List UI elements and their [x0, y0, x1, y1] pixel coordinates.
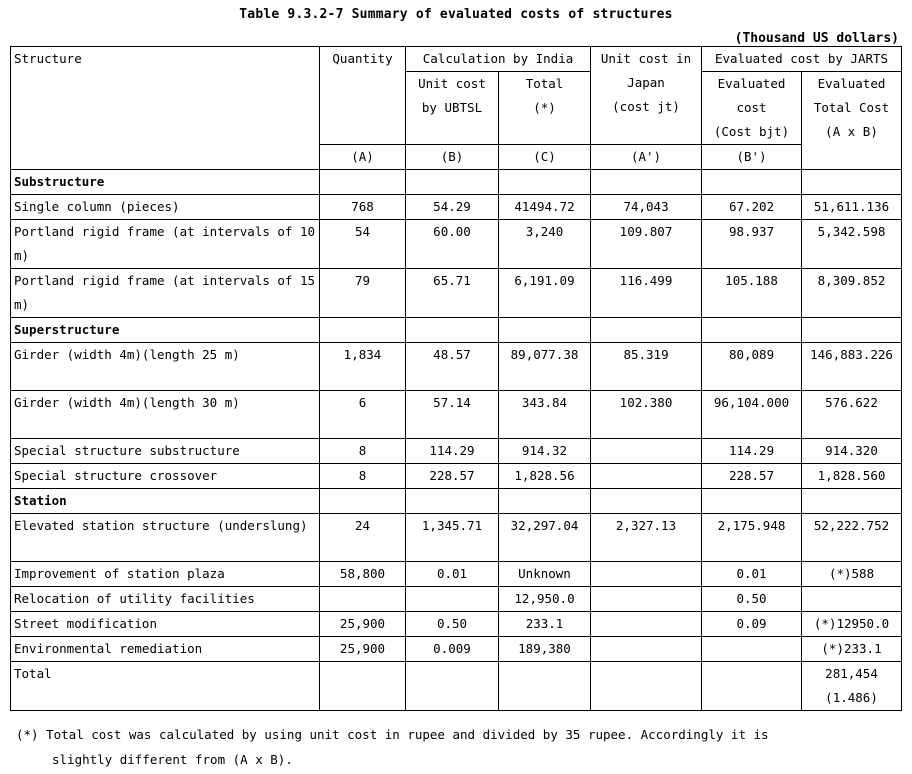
cell-unit-cost-ubtsl: 48.57: [406, 343, 499, 391]
cell-structure: Portland rigid frame (at intervals of 15 m): [11, 269, 320, 318]
cell-unit-cost-ubtsl: [406, 587, 499, 612]
cell-eval-total: 5,342.598: [802, 220, 902, 269]
cell-total: 233.1: [499, 612, 591, 637]
section-station: Station: [11, 489, 320, 514]
header-structure: Structure: [11, 47, 320, 170]
table-row: [11, 464, 902, 489]
cell-unit-cost-ubtsl: 0.01: [406, 562, 499, 587]
cell-eval-total: 914.320: [802, 439, 902, 464]
table-row: [11, 612, 902, 637]
cell-quantity: 25,900: [320, 637, 406, 662]
cell-eval-total: (*)12950.0: [802, 612, 902, 637]
footnote: [16, 722, 886, 772]
cell-total: 343.84: [499, 391, 591, 439]
cell-unit-cost-japan: 2,327.13: [591, 514, 702, 562]
cell-structure: Total: [11, 662, 320, 711]
cell-quantity: 58,800: [320, 562, 406, 587]
cell-structure: Special structure crossover: [11, 464, 320, 489]
unit-label: (Thousand US dollars): [734, 31, 899, 46]
table-row: [11, 343, 902, 391]
cell-unit-cost-japan: 109.807: [591, 220, 702, 269]
header-eval-cost-code: (B'): [702, 145, 802, 170]
header-eval-jarts: Evaluated cost by JARTS: [702, 47, 902, 72]
cell-eval-cost: 0.09: [702, 612, 802, 637]
table-row: [11, 562, 902, 587]
footnote-line-2: slightly different from (A x B).: [52, 752, 293, 767]
cell-total: 3,240: [499, 220, 591, 269]
cell-unit-cost-ubtsl: 228.57: [406, 464, 499, 489]
table-row: [11, 269, 902, 318]
cell-unit-cost-ubtsl: 0.009: [406, 637, 499, 662]
header-japan-code: (A'): [591, 145, 702, 170]
cell-total: 914.32: [499, 439, 591, 464]
cell-structure: Girder (width 4m)(length 25 m): [11, 343, 320, 391]
cell-quantity: [320, 587, 406, 612]
cell-total: 1,828.56: [499, 464, 591, 489]
cell-quantity: 1,834: [320, 343, 406, 391]
cell-quantity: 768: [320, 195, 406, 220]
cell-unit-cost-japan: [591, 562, 702, 587]
header-unit-cost-ubtsl: Unit cost by UBTSL: [406, 72, 499, 145]
cell-total: 12,950.0: [499, 587, 591, 612]
cell-eval-cost: 0.50: [702, 587, 802, 612]
cell-eval-cost: 96,104.000: [702, 391, 802, 439]
cell-quantity: 79: [320, 269, 406, 318]
cell-eval-total: 51,611.136: [802, 195, 902, 220]
header-calc-india: Calculation by India: [406, 47, 591, 72]
cell-unit-cost-japan: [591, 662, 702, 711]
cell-eval-total: 281,454 (1.486): [802, 662, 902, 711]
cell-unit-cost-ubtsl: 0.50: [406, 612, 499, 637]
cell-structure: Street modification: [11, 612, 320, 637]
table-row: [11, 195, 902, 220]
cell-quantity: 6: [320, 391, 406, 439]
total-row: [11, 662, 902, 711]
section-substructure: Substructure: [11, 170, 320, 195]
cell-unit-cost-japan: [591, 612, 702, 637]
header-total: Total (*): [499, 72, 591, 145]
cell-structure: Environmental remediation: [11, 637, 320, 662]
cell-unit-cost-ubtsl: 114.29: [406, 439, 499, 464]
cell-quantity: 8: [320, 439, 406, 464]
cell-unit-cost-japan: 116.499: [591, 269, 702, 318]
cell-eval-cost: 98.937: [702, 220, 802, 269]
cell-eval-total: 8,309.852: [802, 269, 902, 318]
cell-unit-cost-ubtsl: 57.14: [406, 391, 499, 439]
cell-total: Unknown: [499, 562, 591, 587]
cell-eval-total: (*)588: [802, 562, 902, 587]
cell-eval-total: [802, 587, 902, 612]
footnote-line-1: (*) Total cost was calculated by using unit cost in rupee and divided by 35 rupee. Accordingly it is: [16, 727, 769, 742]
cell-quantity: 54: [320, 220, 406, 269]
cell-eval-cost: 2,175.948: [702, 514, 802, 562]
cell-quantity: [320, 662, 406, 711]
table-row: [11, 587, 902, 612]
table-row: [11, 514, 902, 562]
table-title: Table 9.3.2-7 Summary of evaluated costs of structures: [239, 7, 673, 22]
cell-unit-cost-japan: 85.319: [591, 343, 702, 391]
cell-unit-cost-japan: [591, 587, 702, 612]
section-superstructure: Superstructure: [11, 318, 320, 343]
cell-unit-cost-japan: [591, 464, 702, 489]
cell-unit-cost-japan: 102.380: [591, 391, 702, 439]
cell-quantity: 24: [320, 514, 406, 562]
cell-unit-cost-ubtsl: 1,345.71: [406, 514, 499, 562]
cell-unit-cost-ubtsl: 54.29: [406, 195, 499, 220]
table-row: [11, 439, 902, 464]
cell-eval-total: 1,828.560: [802, 464, 902, 489]
cell-eval-total: 146,883.226: [802, 343, 902, 391]
cell-unit-cost-ubtsl: [406, 662, 499, 711]
cell-eval-total: (*)233.1: [802, 637, 902, 662]
cell-quantity: 8: [320, 464, 406, 489]
cell-total: 89,077.38: [499, 343, 591, 391]
cell-total: 32,297.04: [499, 514, 591, 562]
cell-structure: Improvement of station plaza: [11, 562, 320, 587]
cell-unit-cost-ubtsl: 65.71: [406, 269, 499, 318]
cell-structure: Special structure substructure: [11, 439, 320, 464]
table-row: [11, 220, 902, 269]
cell-structure: Elevated station structure (underslung): [11, 514, 320, 562]
cell-eval-cost: 80,089: [702, 343, 802, 391]
cell-unit-cost-ubtsl: 60.00: [406, 220, 499, 269]
header-ubtsl-code: (B): [406, 145, 499, 170]
cell-quantity: 25,900: [320, 612, 406, 637]
cell-eval-total: 576.622: [802, 391, 902, 439]
cell-eval-cost: 67.202: [702, 195, 802, 220]
cell-unit-cost-japan: [591, 637, 702, 662]
table-row: [11, 391, 902, 439]
table-row: [11, 637, 902, 662]
cell-unit-cost-japan: [591, 439, 702, 464]
cell-eval-total: 52,222.752: [802, 514, 902, 562]
header-quantity-code: (A): [320, 145, 406, 170]
cell-total: 6,191.09: [499, 269, 591, 318]
cell-structure: Portland rigid frame (at intervals of 10 m): [11, 220, 320, 269]
cell-total: 189,380: [499, 637, 591, 662]
cell-structure: Girder (width 4m)(length 30 m): [11, 391, 320, 439]
header-quantity: Quantity: [320, 47, 406, 145]
header-eval-cost: Evaluated cost (Cost bjt): [702, 72, 802, 145]
cell-unit-cost-japan: 74,043: [591, 195, 702, 220]
header-unit-cost-japan: Unit cost in Japan (cost jt): [591, 47, 702, 145]
cell-total: [499, 662, 591, 711]
cell-total: 41494.72: [499, 195, 591, 220]
cell-eval-cost: 228.57: [702, 464, 802, 489]
cell-eval-cost: 0.01: [702, 562, 802, 587]
header-total-code: (C): [499, 145, 591, 170]
cell-eval-cost: [702, 637, 802, 662]
cell-eval-cost: 105.188: [702, 269, 802, 318]
cell-eval-cost: 114.29: [702, 439, 802, 464]
cell-eval-cost: [702, 662, 802, 711]
cell-structure: Relocation of utility facilities: [11, 587, 320, 612]
header-eval-total: Evaluated Total Cost (A x B): [802, 72, 902, 170]
cell-structure: Single column (pieces): [11, 195, 320, 220]
cost-summary-table: [10, 46, 902, 711]
